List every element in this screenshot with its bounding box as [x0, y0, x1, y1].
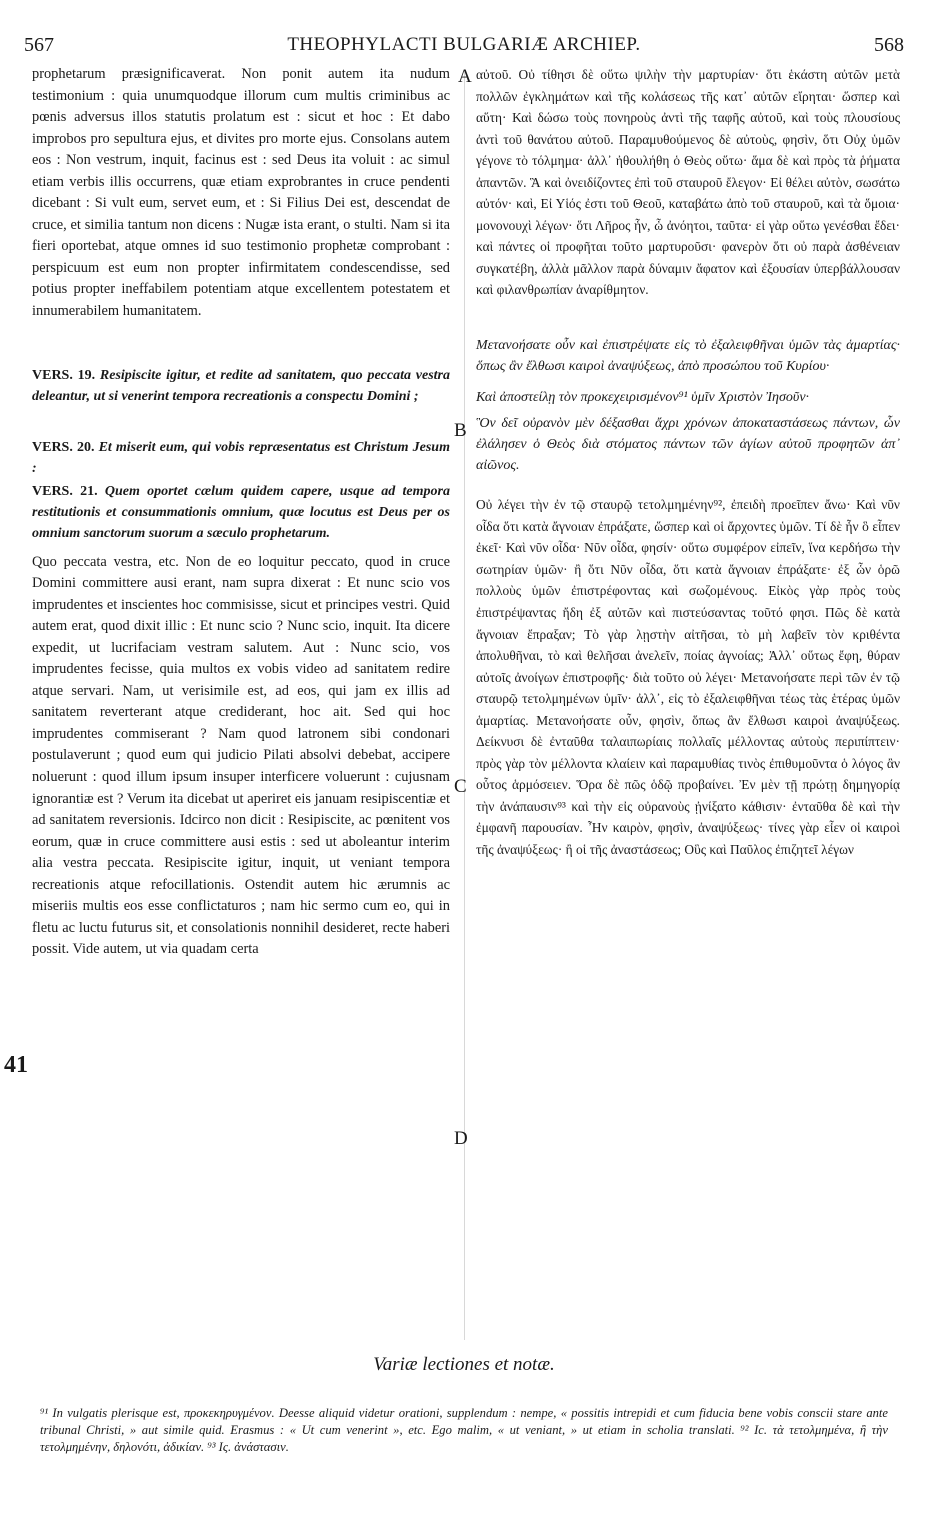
greek-column [476, 64, 900, 861]
verse-label: VERS. 21. [32, 483, 98, 499]
footnotes: ⁹¹ In vulgatis plerisque est, προκεκηρυγμένον. Deesse aliquid videtur orationi, supplendum : nempe, « possitis intrepidi et cum fiducia bene vobis conscii stare ante tribunal Christi, » aut simile quid. Erasmus : « Ut cum venerint », etc. Ego malim, « ut veniant, » ut etiam in scholia translati. ⁹² Ic. τὰ τετολμημένα, ἢ τὴν τετολμημένην, δηλονότι, ἀδικίαν. ⁹³ Ις. ἀνάστασιν. [40, 1405, 888, 1454]
column-number-41: 41 [4, 1052, 28, 1078]
verse-text: Resipiscite igitur, et redite ad sanitatem, quo peccata vestra deleantur, ut si venerint tempora recreationis a conspectu Domini ; [32, 367, 450, 404]
latin-verse-19 [32, 365, 450, 407]
verse-label: VERS. 19. [32, 367, 96, 383]
latin-verse-20 [32, 437, 450, 479]
verse-text: Quem oportet cælum quidem capere, usque ad tempora restitutionis et consummationis omnium, quæ locutus est Deus per os omnium sanctorum suorum a sæculo prophetarum. [32, 483, 450, 541]
latin-paragraph-2: Quo peccata vestra, etc. Non de eo loquitur peccato, quod in cruce Domini committere ausi erant, nam supra dixerat : Et nunc scio vos imprudentes et inscientes hoc commisisse, sicut et principes vestri. Quid autem erat, quod dixit illic : Et nunc scio ? Nunc scio, inquit. Ita dicere expedit, ut lucrifaciam vestram salutem. Aut : Nunc scio, vos imprudentes fecisse, quia multos ex vobis video ad sanitatem redire atque servari. Nam, ut verisimile est, ad eos, qui jam ex illis ad sanitatem reverterant atque crediderant, hoc ait. Sed qui hoc imprudentes commiserant ? Nam quod latronem sibi condonari postulaverunt ; quod eum qui judicio Pilati absolvi debebat, accipere noluerunt : quod illum ipsum insuper interficere voluerunt : cujusnam ignorantiæ est ? Verum ita dicebat ut aperiret eis januam resipiscentiæ et ad sanitatem reversionis. Idcirco non dicit : Resipiscite, ac pœnitent vos eorum, quæ in cruce committere ausi estis : sed ut aboleantur interim alia vestra peccata. Resipiscite igitur, inquit, ut veniant tempora recreationis atque refocillationis. Ostendit autem hic ærumnis ac miseriis multis eos esse conflictaturos ; nam hic sermo cum eo, qui in fletu ac luctu futurus sit, et consolationis nonnihil desideret, recte haberi possit. Vide autem, ut via quadam certa [32, 553, 450, 958]
verse-text: Et miserit eum, qui vobis repræsentatus est Christum Jesum : [32, 439, 450, 476]
verse-label: VERS. 20. [32, 439, 95, 455]
latin-verse-21 [32, 481, 450, 544]
greek-verse-20: Καὶ ἀποστείλῃ τὸν προκεχειρισμένον⁹¹ ὑμῖν Χριστὸν Ἰησοῦν· [476, 390, 810, 406]
page-header [24, 34, 904, 60]
greek-verse-21: Ὃν δεῖ οὐρανὸν μὲν δέξασθαι ἄχρι χρόνων ἀποκαταστάσεως πάντων, ὧν ἐλάλησεν ὁ Θεὸς διὰ στόματος πάντων τῶν ἁγίων αὐτοῦ προφητῶν ἀπ᾽ αἰῶνος. [476, 415, 900, 474]
page-number-left: 567 [24, 34, 54, 56]
margin-marker-a: A [458, 66, 472, 87]
page-number-right: 568 [874, 34, 904, 56]
latin-paragraph-1: prophetarum præsignificaverat. Non ponit autem ita nudum testimonium : quia unumquodque illorum cum multis criminibus ac pœnis adversus illos statutis prolatum est : sicut et hoc : Et dabo improbos pro sepultura ejus, et divites pro morte ejus. Consolans autem eos : Non vestrum, inquit, facinus est : sed Deus ita voluit : ac simul etiam verbis illis occurrens, quæ etiam exprobrantes in cruce pendenti dicebant : Si vult eum, servet eum, et : Si Filius Dei est, descendat de cruce, et similia tantum non dicens : Nugæ ista erant, o stulti. Nam si ita fieri oportebat, atque omnes id suo testimonio prophetæ comprobant : perspicuum est eum non propter infirmitatem condescendisse, sed potius propter ineffabilem potentiam atque excellentem potestatem et innumerabilem humanitatem. [32, 66, 450, 320]
margin-marker-d: D [454, 1128, 468, 1149]
notes-heading: Variæ lectiones et notæ. [373, 1354, 555, 1375]
latin-column [32, 64, 450, 961]
greek-paragraph-2: Οὐ λέγει τὴν ἐν τῷ σταυρῷ τετολμημένην⁹², ἐπειδὴ προεῖπεν ἄνω· Καὶ νῦν οἶδα ὅτι κατὰ ἄγνοιαν ἐπράξατε, ὥσπερ καὶ οἱ ἄρχοντες ὑμῶν. Τί δὲ ἦν ὃ εἶπεν ἐκεῖ· Καὶ νῦν οἶδα· Νῦν οἶδα, φησίν· οὕτω συμφέρον εἰπεῖν, ἵνα κερδήσω τὴν σωτηρίαν ὑμῶν· ἢ ὅτι Νῦν οἶδα, ὅτι κατὰ ἄγνοιαν ἐπράξατε· ἐξ ὧν ὁρῶ πολλοὺς ὑμῶν ἐπιστρέφοντας καὶ σωζομένους. Εἰκὸς γὰρ πρὸς τοὺς ἐπιστρέψαντας ἤδη ἐξ αὐτῶν καὶ πιστεύσαντας τοῦτό φησι. Πῶς δὲ κατὰ ἄγνοιαν ἔπραξαν; Τὸ γὰρ λῃστὴν αἰτῆσαι, τὸ μὴ λαβεῖν τὸν κριθέντα ἀπολυθῆναι, τὸ καὶ θελῆσαι ἀνελεῖν, ποίας ἀγνοίας; Ἀλλ᾽ οὕτως ἔφη, θύραν αὐτοῖς ἀνοίγων ἐπιστροφῆς· διὰ τοῦτο οὐ λέγει· Μετανοήσατε περὶ τῶν ἐν τῷ σταυρῷ τετολμημένων ὑμῖν· ἀλλ᾽, εἰς τὸ ἐξαλειφθῆναι τέως τὰς ἑτέρας ὑμῶν ἁμαρτίας. Μετανοήσατε οὖν, φησὶν, ὅπως ἂν ἔλθωσι καιροὶ ἀναψύξεως. Δείκνυσι δὲ ἐνταῦθα ταλαιπωρίαις πολλαῖς μέλλοντας αὐτοὺς περιπίπτειν· πρὸς γὰρ τὸν μέλλοντα κλαίειν καὶ παραμυθίας τινὸς ἐπιθυμοῦντα ὁ λόγος ἂν οὗτος ἁρμόσειεν. Ὅρα δὲ πῶς ὁδῷ προβαίνει. Ἐν μὲν τῇ πρώτῃ δημηγορίᾳ τὴν ἀνάπαυσιν⁹³ καὶ τὴν εἰς οὐρανοὺς ᾐνίξατο κάθισιν· ἐνταῦθα δὲ καὶ τὴν ἐμφανῆ παρουσίαν. Ἦν καιρὸν, φησὶν, ἀναψύξεως· τίνες γὰρ εἶεν οἱ καιροὶ τῆς ἀναψύξεως· ἢ οἱ τῆς ἀναστάσεως; Οὓς καὶ Παῦλος ἐπιζητεῖ λέγων [476, 497, 900, 857]
margin-marker-c: C [454, 776, 467, 797]
running-title: THEOPHYLACTI BULGARIÆ ARCHIEP. [287, 34, 641, 55]
greek-paragraph-1: αὐτοῦ. Οὐ τίθησι δὲ οὕτω ψιλὴν τὴν μαρτυρίαν· ὅτι ἑκάστη αὐτῶν μετὰ πολλῶν ἐγκλημάτων καὶ τῆς κολάσεως τῆς κατ᾽ αὐτῶν εἴρηται· ὥσπερ καὶ αὕτη· Καὶ δώσω τοὺς πονηροὺς ἀντὶ τῆς ταφῆς αὐτοῦ, καὶ τοὺς πλουσίους ἀντὶ τοῦ θανάτου αὐτοῦ. Παραμυθούμενος δὲ αὐτοὺς, φησὶν, ὅτι Οὐχ ὑμῶν γέγονε τὸ τόλμημα· ἀλλ᾽ ἠθουλήθη ὁ Θεὸς οὕτω· ἅμα δὲ καὶ πρὸς τὰ ῥήματα ἀπαντῶν. Ἃ καὶ ὀνειδίζοντες ἐπὶ τοῦ σταυροῦ ἔλεγον· Εἰ θέλει αὐτὸν, σωσάτω αὐτόν· καὶ, Εἰ Υἱός ἐστι τοῦ Θεοῦ, καταβάτω ἀπὸ τοῦ σταυροῦ, καὶ τὰ ὅμοια· μονονουχὶ λέγων· ὅτι Λῆρος ἦν, ὦ ἀνόητοι, ταῦτα· εἰ γὰρ οὕτω γενέσθαι ἔδει· καὶ πάντες οἱ προφῆται τοῦτο μαρτυροῦσι· φανερὸν ὅτι οὐ παρὰ ἀσθένειαν συγκατέβη, ἀλλὰ μᾶλλον παρὰ δύναμιν ἄφατον καὶ ἐξουσίαν ὑπερβάλλουσαν καὶ φιλανθρωπίαν ἀναρίθμητον. [476, 67, 900, 298]
greek-verse-19: Μετανοήσατε οὖν καὶ ἐπιστρέψατε εἰς τὸ ἐξαλειφθῆναι ὑμῶν τὰς ἁμαρτίας· ὅπως ἂν ἔλθωσι καιροὶ ἀναψύξεως, ἀπὸ προσώπου τοῦ Κυρίου· [476, 338, 900, 375]
margin-marker-b: B [454, 420, 467, 441]
